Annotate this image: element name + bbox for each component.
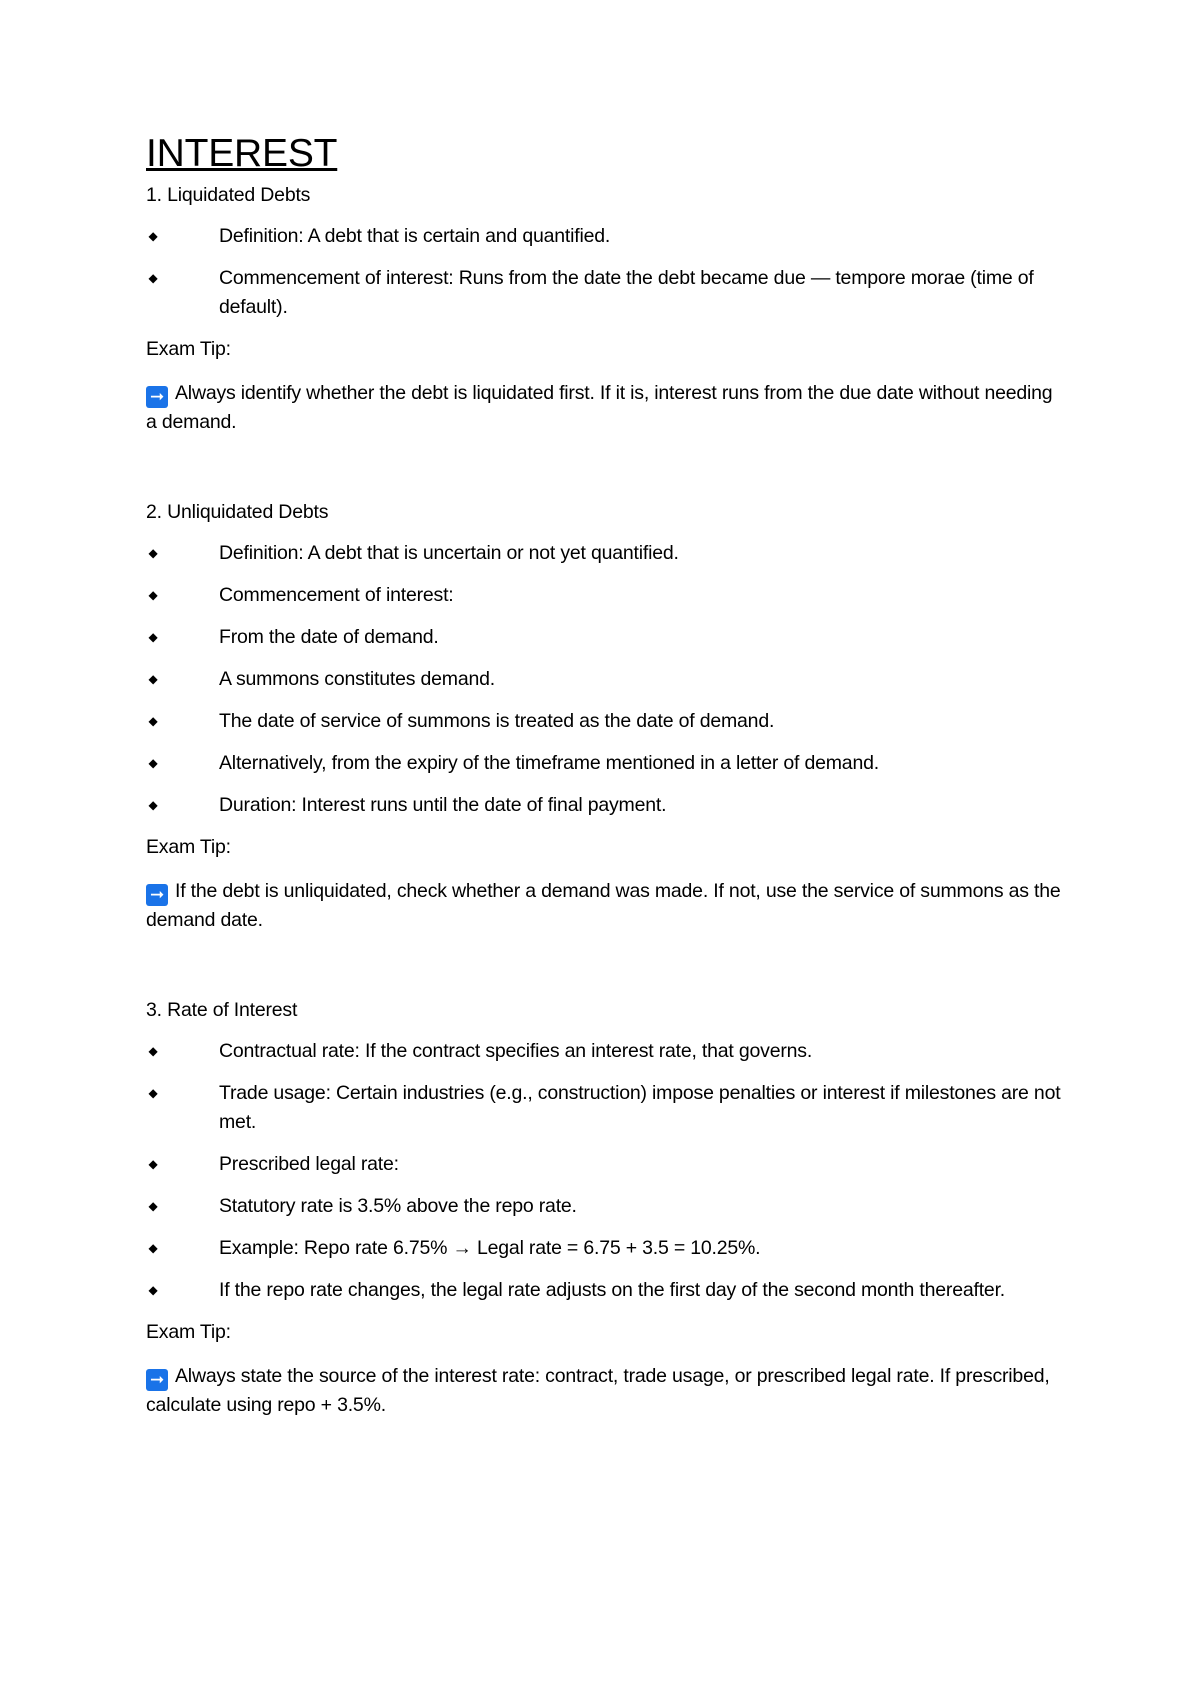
diamond-bullet-icon: ◆: [148, 1157, 158, 1171]
diamond-bullet-icon: ◆: [148, 1044, 158, 1058]
list-item-text: Commencement of interest: Runs from the date the debt became due — tempore morae (time of default).: [219, 267, 1034, 318]
right-arrow-icon: ➞: [146, 1369, 168, 1391]
list-item: [146, 1079, 1066, 1137]
diamond-bullet-icon: ◆: [148, 756, 158, 770]
diamond-bullet-icon: ◆: [148, 630, 158, 644]
list-item-text: Definition: A debt that is certain and quantified.: [219, 225, 611, 247]
list-item-text: Definition: A debt that is uncertain or not yet quantified.: [219, 542, 679, 564]
exam-tip-label: Exam Tip:: [146, 1321, 231, 1343]
list-item: [146, 1037, 1066, 1066]
section-heading: 3. Rate of Interest: [146, 999, 298, 1021]
list-item: [146, 264, 1066, 322]
document-title: INTEREST: [146, 132, 338, 175]
diamond-bullet-icon: ◆: [148, 672, 158, 686]
section-rate-of-interest: [146, 996, 1066, 1420]
list-item-text: Prescribed legal rate:: [219, 1153, 399, 1175]
exam-tip-content: If the debt is unliquidated, check whether a demand was made. If not, use the service of summons as the demand date.: [146, 880, 1061, 931]
list-item: [146, 581, 1066, 610]
section-heading: 2. Unliquidated Debts: [146, 501, 329, 523]
list-item: [146, 1192, 1066, 1221]
list-item: [146, 623, 1066, 652]
exam-tip-label: Exam Tip:: [146, 836, 231, 858]
list-item: [146, 749, 1066, 778]
list-item: [146, 222, 1066, 251]
right-arrow-icon: ➞: [146, 884, 168, 906]
list-item-text: Alternatively, from the expiry of the timeframe mentioned in a letter of demand.: [219, 752, 879, 774]
list-item: [146, 707, 1066, 736]
diamond-bullet-icon: ◆: [148, 1241, 158, 1255]
diamond-bullet-icon: ◆: [148, 1283, 158, 1297]
list-item-text: If the repo rate changes, the legal rate adjusts on the first day of the second month thereafter.: [219, 1279, 1006, 1301]
diamond-bullet-icon: ◆: [148, 714, 158, 728]
diamond-bullet-icon: ◆: [148, 546, 158, 560]
list-item: [146, 1276, 1066, 1305]
bullet-list: [146, 1037, 1066, 1305]
list-item-text: From the date of demand.: [219, 626, 439, 648]
list-item: [146, 539, 1066, 568]
exam-tip-content: Always state the source of the interest rate: contract, trade usage, or prescribed legal rate. If prescribed, calculate using repo + 3.5%.: [146, 1365, 1050, 1416]
list-item-text: Example: Repo rate 6.75% → Legal rate = 6.75 + 3.5 = 10.25%.: [219, 1237, 761, 1259]
list-item: [146, 791, 1066, 820]
exam-tip-content: Always identify whether the debt is liquidated first. If it is, interest runs from the due date without needing a demand.: [146, 382, 1053, 433]
exam-tip-text: [146, 877, 1066, 935]
diamond-bullet-icon: ◆: [148, 798, 158, 812]
list-item-text: Contractual rate: If the contract specifies an interest rate, that governs.: [219, 1040, 813, 1062]
exam-tip-label: Exam Tip:: [146, 338, 231, 360]
document-page: [146, 132, 1066, 1420]
list-item-text: Commencement of interest:: [219, 584, 454, 606]
bullet-list: [146, 222, 1066, 322]
list-item: [146, 665, 1066, 694]
bullet-list: [146, 539, 1066, 820]
list-item: [146, 1150, 1066, 1179]
diamond-bullet-icon: ◆: [148, 1086, 158, 1100]
diamond-bullet-icon: ◆: [148, 588, 158, 602]
section-heading: 1. Liquidated Debts: [146, 184, 311, 206]
diamond-bullet-icon: ◆: [148, 1199, 158, 1213]
list-item-text: Statutory rate is 3.5% above the repo rate.: [219, 1195, 577, 1217]
exam-tip-text: [146, 379, 1066, 437]
list-item-text: A summons constitutes demand.: [219, 668, 496, 690]
list-item: [146, 1234, 1066, 1263]
list-item-text: Duration: Interest runs until the date of final payment.: [219, 794, 667, 816]
list-item-text: The date of service of summons is treated as the date of demand.: [219, 710, 775, 732]
section-unliquidated-debts: [146, 498, 1066, 935]
list-item-text: Trade usage: Certain industries (e.g., construction) impose penalties or interest if milestones are not met.: [219, 1082, 1061, 1133]
exam-tip-text: [146, 1362, 1066, 1420]
diamond-bullet-icon: ◆: [148, 229, 158, 243]
diamond-bullet-icon: ◆: [148, 271, 158, 285]
right-arrow-icon: ➞: [146, 386, 168, 408]
section-liquidated-debts: [146, 181, 1066, 437]
